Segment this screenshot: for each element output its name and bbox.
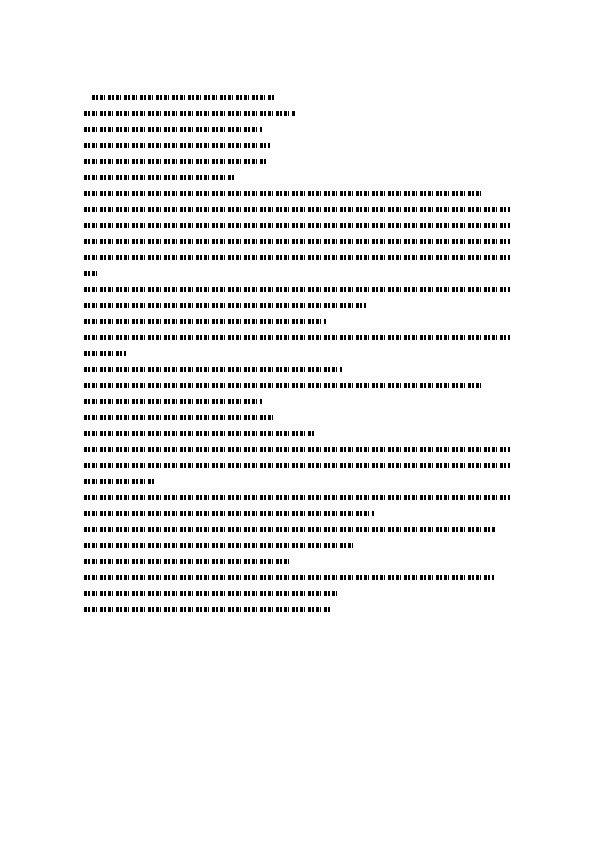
text-line [84,335,514,345]
text-line [84,127,514,137]
text-line [84,191,514,201]
text-line [84,431,514,441]
document-heading [84,95,514,105]
text-line [84,511,514,521]
text-line [84,415,514,425]
text-line [84,271,514,281]
text-line [84,111,514,121]
text-line [84,351,514,361]
text-line [84,143,514,153]
text-line [84,399,514,409]
text-line [84,527,514,537]
text-line [84,255,514,265]
text-line [84,287,514,297]
text-line [84,447,514,457]
document-body [84,93,514,623]
text-line [84,239,514,249]
text-line [84,367,514,377]
text-line [84,223,514,233]
text-line [84,303,514,313]
text-line [84,591,514,601]
text-line [84,383,514,393]
text-line [84,207,514,217]
text-line [84,575,514,585]
text-line [84,559,514,569]
text-line [84,463,514,473]
text-line [84,607,514,617]
text-line [84,479,514,489]
text-line [84,175,514,185]
text-line [84,319,514,329]
text-line [84,495,514,505]
text-line [84,543,514,553]
text-line [84,159,514,169]
